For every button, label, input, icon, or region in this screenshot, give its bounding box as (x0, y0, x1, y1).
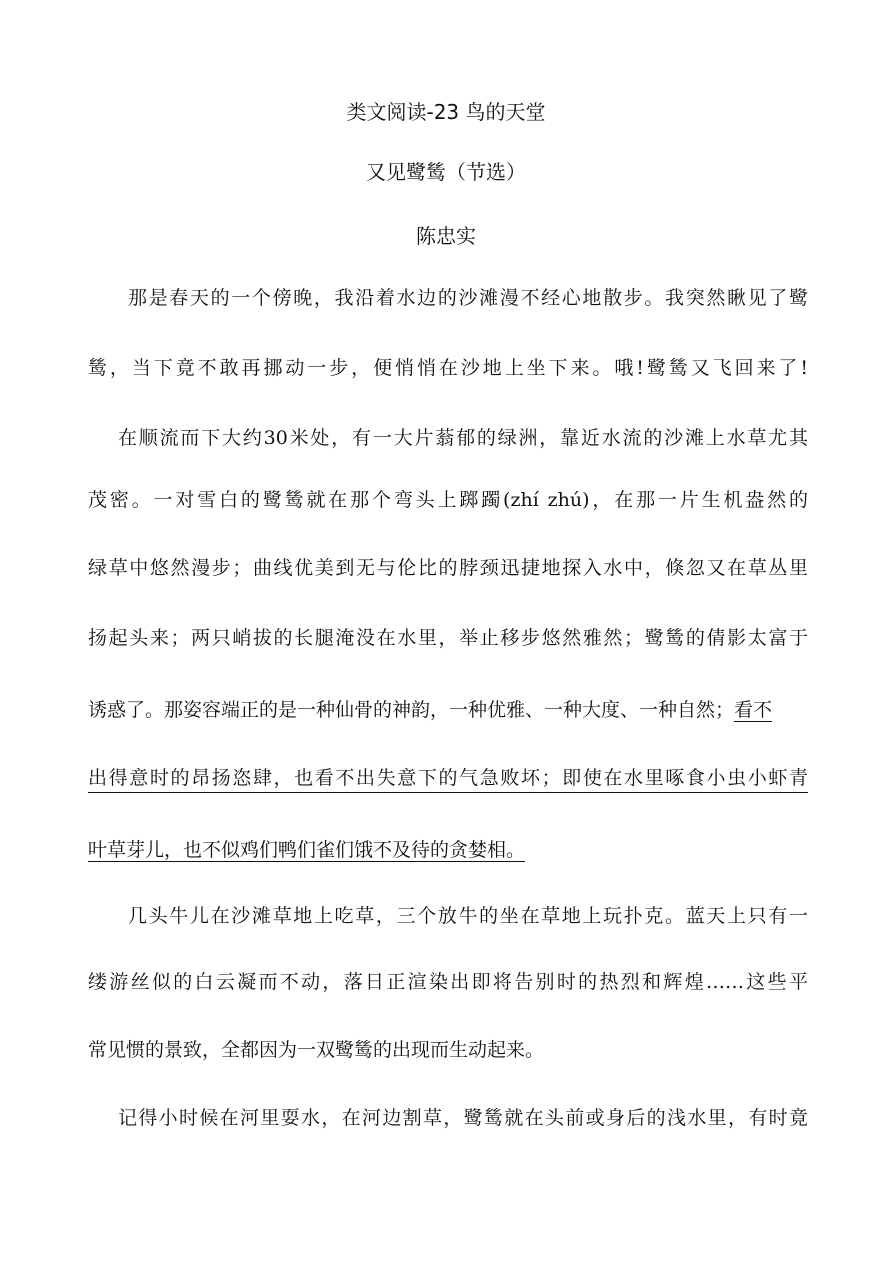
paragraph-2-line-1: 在顺流而下大约30米处，有一大片蓊郁的绿洲，靠近水流的沙滩上水草尤其 (118, 427, 808, 449)
article-title: 又见鹭鸶（节选） (366, 160, 526, 184)
paragraph-2-line-3: 绿草中悠然漫步；曲线优美到无与伦比的脖颈迅捷地探入水中，倏忽又在草丛里 (88, 557, 808, 579)
paragraph-1-line-2: 鸶，当下竟不敢再挪动一步，便悄悄在沙地上坐下来。哦!鹭鸶又飞回来了! (88, 357, 808, 379)
document-heading: 类文阅读-23 鸟的天堂 (346, 100, 546, 124)
paragraph-2-line-6 (88, 764, 808, 793)
paragraph-4-line-1: 记得小时候在河里耍水，在河边割草，鹭鸶就在头前或身后的浅水里，有时竟 (118, 1107, 808, 1129)
paragraph-3-line-3: 常见惯的景致，全都因为一双鹭鸶的出现而生动起来。 (88, 1039, 545, 1061)
paragraph-2-line-2: 茂密。一对雪白的鹭鸶就在那个弯头上踯躅(zhí zhú)，在那一片生机盎然的 (88, 489, 808, 511)
underlined-text-start: 看不 (734, 699, 773, 721)
author-name: 陈忠实 (416, 224, 476, 248)
paragraph-2-line-4: 扬起头来；两只峭拔的长腿淹没在水里，举止移步悠然雅然；鹭鸶的倩影太富于 (88, 627, 808, 649)
paragraph-1-line-1: 那是春天的一个傍晚，我沿着水边的沙滩漫不经心地散步。我突然瞅见了鹭 (128, 287, 808, 309)
paragraph-3-line-2: 缕游丝似的白云凝而不动，落日正渲染出即将告别时的热烈和辉煌……这些平 (88, 971, 808, 993)
paragraph-2-line-5 (88, 696, 808, 724)
paragraph-2-line-5-text: 诱惑了。那姿容端正的是一种仙骨的神韵，一种优雅、一种大度、一种自然； (88, 699, 735, 721)
underlined-text-middle: 出得意时的昂扬恣肆，也看不出失意下的气急败坏；即使在水里啄食小虫小虾青 (88, 764, 808, 793)
paragraph-3-line-1: 几头牛儿在沙滩草地上吃草，三个放牛的坐在草地上玩扑克。蓝天上只有一 (128, 905, 808, 927)
paragraph-2-line-7 (88, 836, 808, 864)
underlined-text-end: 叶草芽儿，也不似鸡们鸭们雀们饿不及待的贪婪相。 (88, 839, 526, 861)
